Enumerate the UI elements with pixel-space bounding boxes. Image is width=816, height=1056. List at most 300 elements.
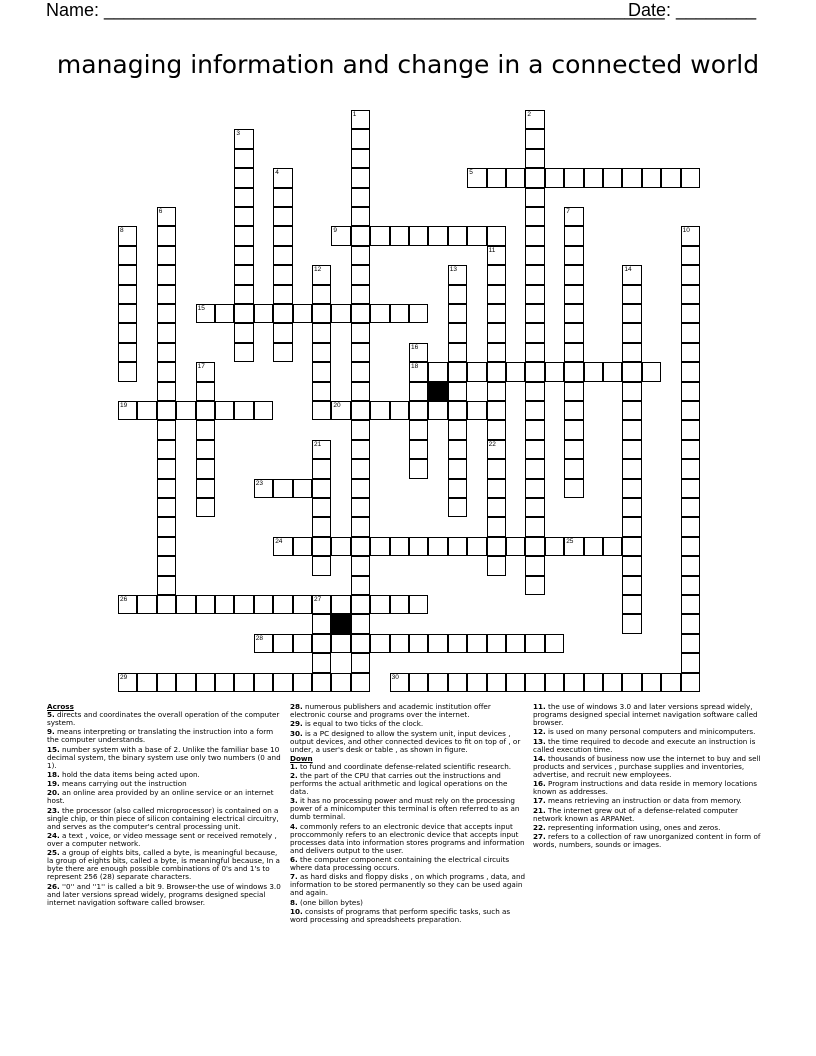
grid-cell[interactable]: [234, 323, 253, 342]
grid-cell[interactable]: [273, 285, 292, 304]
grid-cell[interactable]: [681, 537, 700, 556]
grid-cell[interactable]: [564, 420, 583, 439]
grid-cell[interactable]: [545, 168, 564, 187]
grid-cell[interactable]: [564, 207, 583, 226]
grid-cell[interactable]: [157, 537, 176, 556]
grid-cell[interactable]: [487, 246, 506, 265]
grid-cell[interactable]: [428, 401, 447, 420]
grid-cell[interactable]: [351, 634, 370, 653]
grid-cell[interactable]: [487, 401, 506, 420]
grid-cell[interactable]: [525, 226, 544, 245]
grid-cell[interactable]: [312, 382, 331, 401]
grid-cell[interactable]: [584, 537, 603, 556]
grid-cell[interactable]: [603, 537, 622, 556]
grid-cell[interactable]: [448, 479, 467, 498]
grid-cell[interactable]: [118, 323, 137, 342]
grid-cell[interactable]: [196, 459, 215, 478]
grid-cell[interactable]: [234, 246, 253, 265]
grid-cell[interactable]: [622, 265, 641, 284]
grid-cell[interactable]: [118, 343, 137, 362]
grid-cell[interactable]: [312, 265, 331, 284]
grid-cell[interactable]: [196, 673, 215, 692]
grid-cell[interactable]: [351, 653, 370, 672]
grid-cell[interactable]: [351, 304, 370, 323]
grid-cell[interactable]: [351, 168, 370, 187]
grid-cell[interactable]: [351, 401, 370, 420]
grid-cell[interactable]: [157, 246, 176, 265]
grid-cell[interactable]: [564, 226, 583, 245]
grid-cell[interactable]: [681, 479, 700, 498]
grid-cell[interactable]: [525, 556, 544, 575]
grid-cell[interactable]: [176, 595, 195, 614]
grid-cell[interactable]: [487, 343, 506, 362]
grid-cell[interactable]: [487, 440, 506, 459]
grid-cell[interactable]: [564, 459, 583, 478]
grid-cell[interactable]: [681, 168, 700, 187]
grid-cell[interactable]: [118, 226, 137, 245]
grid-cell[interactable]: [448, 382, 467, 401]
grid-cell[interactable]: [448, 673, 467, 692]
grid-cell[interactable]: [487, 362, 506, 381]
grid-cell[interactable]: [370, 401, 389, 420]
grid-cell[interactable]: [351, 149, 370, 168]
grid-cell[interactable]: [390, 304, 409, 323]
grid-cell[interactable]: [525, 440, 544, 459]
grid-cell[interactable]: [467, 401, 486, 420]
grid-cell[interactable]: [234, 595, 253, 614]
grid-cell[interactable]: [351, 246, 370, 265]
grid-cell[interactable]: [118, 285, 137, 304]
grid-cell[interactable]: [273, 634, 292, 653]
grid-cell[interactable]: [312, 323, 331, 342]
grid-cell[interactable]: [157, 265, 176, 284]
grid-cell[interactable]: [622, 498, 641, 517]
grid-cell[interactable]: [681, 226, 700, 245]
grid-cell[interactable]: [273, 479, 292, 498]
grid-cell[interactable]: [157, 226, 176, 245]
grid-cell[interactable]: [409, 634, 428, 653]
grid-cell[interactable]: [351, 420, 370, 439]
grid-cell[interactable]: [681, 440, 700, 459]
grid-cell[interactable]: [681, 576, 700, 595]
grid-cell[interactable]: [525, 129, 544, 148]
grid-cell[interactable]: [525, 265, 544, 284]
grid-cell[interactable]: [622, 537, 641, 556]
grid-cell[interactable]: [196, 440, 215, 459]
grid-cell[interactable]: [525, 479, 544, 498]
grid-cell[interactable]: [157, 285, 176, 304]
grid-cell[interactable]: [312, 304, 331, 323]
grid-cell[interactable]: [273, 595, 292, 614]
grid-cell[interactable]: [564, 479, 583, 498]
grid-cell[interactable]: [157, 323, 176, 342]
grid-cell[interactable]: [681, 246, 700, 265]
grid-cell[interactable]: [487, 168, 506, 187]
grid-cell[interactable]: [273, 188, 292, 207]
grid-cell[interactable]: [506, 537, 525, 556]
grid-cell[interactable]: [331, 537, 350, 556]
grid-cell[interactable]: [390, 401, 409, 420]
grid-cell[interactable]: [273, 207, 292, 226]
grid-cell[interactable]: [196, 498, 215, 517]
grid-cell[interactable]: [293, 595, 312, 614]
grid-cell[interactable]: [622, 440, 641, 459]
grid-cell[interactable]: [448, 498, 467, 517]
grid-cell[interactable]: [312, 401, 331, 420]
grid-cell[interactable]: [331, 634, 350, 653]
grid-cell[interactable]: [525, 401, 544, 420]
grid-cell[interactable]: [312, 459, 331, 478]
grid-cell[interactable]: [293, 634, 312, 653]
grid-cell[interactable]: [118, 265, 137, 284]
grid-cell[interactable]: [157, 420, 176, 439]
grid-cell[interactable]: [118, 673, 137, 692]
grid-cell[interactable]: [234, 304, 253, 323]
grid-cell[interactable]: [448, 265, 467, 284]
grid-cell[interactable]: [157, 673, 176, 692]
grid-cell[interactable]: [487, 265, 506, 284]
grid-cell[interactable]: [409, 673, 428, 692]
grid-cell[interactable]: [351, 129, 370, 148]
grid-cell[interactable]: [351, 382, 370, 401]
grid-cell[interactable]: [312, 362, 331, 381]
grid-cell[interactable]: [196, 382, 215, 401]
grid-cell[interactable]: [390, 634, 409, 653]
grid-cell[interactable]: [196, 479, 215, 498]
grid-cell[interactable]: [487, 323, 506, 342]
grid-cell[interactable]: [525, 304, 544, 323]
grid-cell[interactable]: [525, 246, 544, 265]
grid-cell[interactable]: [273, 537, 292, 556]
grid-cell[interactable]: [312, 440, 331, 459]
grid-cell[interactable]: [351, 207, 370, 226]
grid-cell[interactable]: [157, 576, 176, 595]
grid-cell[interactable]: [622, 614, 641, 633]
grid-cell[interactable]: [312, 285, 331, 304]
grid-cell[interactable]: [137, 673, 156, 692]
grid-cell[interactable]: [351, 498, 370, 517]
grid-cell[interactable]: [390, 595, 409, 614]
grid-cell[interactable]: [312, 537, 331, 556]
grid-cell[interactable]: [622, 517, 641, 536]
grid-cell[interactable]: [622, 304, 641, 323]
grid-cell[interactable]: [351, 479, 370, 498]
grid-cell[interactable]: [622, 401, 641, 420]
grid-cell[interactable]: [428, 537, 447, 556]
grid-cell[interactable]: [196, 401, 215, 420]
grid-cell[interactable]: [351, 614, 370, 633]
grid-cell[interactable]: [681, 362, 700, 381]
grid-cell[interactable]: [642, 168, 661, 187]
grid-cell[interactable]: [254, 304, 273, 323]
grid-cell[interactable]: [448, 343, 467, 362]
grid-cell[interactable]: [351, 673, 370, 692]
grid-cell[interactable]: [234, 673, 253, 692]
grid-cell[interactable]: [622, 556, 641, 575]
grid-cell[interactable]: [234, 285, 253, 304]
grid-cell[interactable]: [448, 634, 467, 653]
grid-cell[interactable]: [293, 537, 312, 556]
grid-cell[interactable]: [564, 537, 583, 556]
grid-cell[interactable]: [157, 343, 176, 362]
grid-cell[interactable]: [564, 323, 583, 342]
grid-cell[interactable]: [370, 634, 389, 653]
grid-cell[interactable]: [137, 401, 156, 420]
grid-cell[interactable]: [312, 517, 331, 536]
grid-cell[interactable]: [331, 304, 350, 323]
grid-cell[interactable]: [525, 517, 544, 536]
grid-cell[interactable]: [390, 673, 409, 692]
grid-cell[interactable]: [351, 188, 370, 207]
grid-cell[interactable]: [118, 246, 137, 265]
grid-cell[interactable]: [564, 265, 583, 284]
grid-cell[interactable]: [254, 634, 273, 653]
grid-cell[interactable]: [681, 498, 700, 517]
grid-cell[interactable]: [448, 285, 467, 304]
grid-cell[interactable]: [234, 401, 253, 420]
grid-cell[interactable]: [273, 673, 292, 692]
grid-cell[interactable]: [525, 382, 544, 401]
grid-cell[interactable]: [312, 479, 331, 498]
grid-cell[interactable]: [409, 537, 428, 556]
grid-cell[interactable]: [622, 285, 641, 304]
grid-cell[interactable]: [467, 168, 486, 187]
grid-cell[interactable]: [118, 401, 137, 420]
grid-cell[interactable]: [448, 304, 467, 323]
grid-cell[interactable]: [234, 265, 253, 284]
grid-cell[interactable]: [448, 440, 467, 459]
grid-cell[interactable]: [351, 323, 370, 342]
grid-cell[interactable]: [157, 556, 176, 575]
grid-cell[interactable]: [428, 634, 447, 653]
grid-cell[interactable]: [370, 537, 389, 556]
grid-cell[interactable]: [564, 168, 583, 187]
grid-cell[interactable]: [176, 401, 195, 420]
grid-cell[interactable]: [118, 595, 137, 614]
grid-cell[interactable]: [448, 362, 467, 381]
grid-cell[interactable]: [409, 459, 428, 478]
grid-cell[interactable]: [273, 226, 292, 245]
grid-cell[interactable]: [351, 226, 370, 245]
grid-cell[interactable]: [622, 420, 641, 439]
grid-cell[interactable]: [312, 595, 331, 614]
grid-cell[interactable]: [351, 595, 370, 614]
grid-cell[interactable]: [525, 343, 544, 362]
grid-cell[interactable]: [545, 362, 564, 381]
grid-cell[interactable]: [312, 673, 331, 692]
grid-cell[interactable]: [506, 673, 525, 692]
grid-cell[interactable]: [273, 304, 292, 323]
grid-cell[interactable]: [273, 168, 292, 187]
grid-cell[interactable]: [681, 556, 700, 575]
grid-cell[interactable]: [215, 401, 234, 420]
grid-cell[interactable]: [681, 401, 700, 420]
grid-cell[interactable]: [157, 304, 176, 323]
grid-cell[interactable]: [157, 595, 176, 614]
grid-cell[interactable]: [622, 168, 641, 187]
grid-cell[interactable]: [234, 168, 253, 187]
grid-cell[interactable]: [370, 226, 389, 245]
grid-cell[interactable]: [137, 595, 156, 614]
grid-cell[interactable]: [196, 420, 215, 439]
grid-cell[interactable]: [681, 265, 700, 284]
grid-cell[interactable]: [215, 673, 234, 692]
grid-cell[interactable]: [351, 343, 370, 362]
grid-cell[interactable]: [525, 285, 544, 304]
grid-cell[interactable]: [681, 382, 700, 401]
grid-cell[interactable]: [487, 673, 506, 692]
grid-cell[interactable]: [196, 595, 215, 614]
grid-cell[interactable]: [234, 129, 253, 148]
grid-cell[interactable]: [273, 343, 292, 362]
grid-cell[interactable]: [293, 673, 312, 692]
grid-cell[interactable]: [331, 226, 350, 245]
grid-cell[interactable]: [331, 673, 350, 692]
grid-cell[interactable]: [312, 498, 331, 517]
grid-cell[interactable]: [390, 226, 409, 245]
grid-cell[interactable]: [448, 420, 467, 439]
grid-cell[interactable]: [351, 459, 370, 478]
grid-cell[interactable]: [525, 420, 544, 439]
grid-cell[interactable]: [118, 304, 137, 323]
grid-cell[interactable]: [681, 304, 700, 323]
grid-cell[interactable]: [681, 653, 700, 672]
grid-cell[interactable]: [351, 110, 370, 129]
grid-cell[interactable]: [273, 246, 292, 265]
grid-cell[interactable]: [467, 226, 486, 245]
grid-cell[interactable]: [331, 595, 350, 614]
grid-cell[interactable]: [157, 440, 176, 459]
grid-cell[interactable]: [390, 537, 409, 556]
grid-cell[interactable]: [564, 343, 583, 362]
grid-cell[interactable]: [118, 362, 137, 381]
grid-cell[interactable]: [681, 323, 700, 342]
grid-cell[interactable]: [254, 595, 273, 614]
grid-cell[interactable]: [157, 459, 176, 478]
grid-cell[interactable]: [351, 517, 370, 536]
grid-cell[interactable]: [351, 556, 370, 575]
grid-cell[interactable]: [661, 168, 680, 187]
grid-cell[interactable]: [370, 304, 389, 323]
grid-cell[interactable]: [312, 653, 331, 672]
grid-cell[interactable]: [487, 285, 506, 304]
grid-cell[interactable]: [525, 188, 544, 207]
grid-cell[interactable]: [661, 673, 680, 692]
grid-cell[interactable]: [312, 343, 331, 362]
grid-cell[interactable]: [564, 440, 583, 459]
grid-cell[interactable]: [564, 362, 583, 381]
grid-cell[interactable]: [234, 226, 253, 245]
grid-cell[interactable]: [254, 401, 273, 420]
grid-cell[interactable]: [448, 537, 467, 556]
grid-cell[interactable]: [409, 304, 428, 323]
grid-cell[interactable]: [681, 614, 700, 633]
grid-cell[interactable]: [487, 498, 506, 517]
grid-cell[interactable]: [215, 595, 234, 614]
grid-cell[interactable]: [525, 207, 544, 226]
grid-cell[interactable]: [428, 673, 447, 692]
grid-cell[interactable]: [622, 595, 641, 614]
grid-cell[interactable]: [157, 498, 176, 517]
grid-cell[interactable]: [506, 168, 525, 187]
grid-cell[interactable]: [467, 634, 486, 653]
grid-cell[interactable]: [448, 323, 467, 342]
grid-cell[interactable]: [448, 401, 467, 420]
grid-cell[interactable]: [312, 614, 331, 633]
grid-cell[interactable]: [234, 343, 253, 362]
grid-cell[interactable]: [681, 673, 700, 692]
grid-cell[interactable]: [642, 673, 661, 692]
grid-cell[interactable]: [681, 517, 700, 536]
grid-cell[interactable]: [525, 362, 544, 381]
grid-cell[interactable]: [506, 634, 525, 653]
grid-cell[interactable]: [428, 226, 447, 245]
grid-cell[interactable]: [525, 110, 544, 129]
grid-cell[interactable]: [642, 362, 661, 381]
grid-cell[interactable]: [370, 595, 389, 614]
grid-cell[interactable]: [157, 517, 176, 536]
grid-cell[interactable]: [584, 168, 603, 187]
grid-cell[interactable]: [564, 285, 583, 304]
grid-cell[interactable]: [234, 207, 253, 226]
grid-cell[interactable]: [487, 459, 506, 478]
grid-cell[interactable]: [467, 537, 486, 556]
grid-cell[interactable]: [622, 673, 641, 692]
grid-cell[interactable]: [545, 537, 564, 556]
grid-cell[interactable]: [409, 362, 428, 381]
grid-cell[interactable]: [487, 420, 506, 439]
grid-cell[interactable]: [564, 673, 583, 692]
grid-cell[interactable]: [525, 149, 544, 168]
grid-cell[interactable]: [545, 634, 564, 653]
grid-cell[interactable]: [351, 537, 370, 556]
grid-cell[interactable]: [564, 401, 583, 420]
grid-cell[interactable]: [487, 556, 506, 575]
grid-cell[interactable]: [681, 595, 700, 614]
grid-cell[interactable]: [603, 673, 622, 692]
grid-cell[interactable]: [564, 382, 583, 401]
grid-cell[interactable]: [293, 304, 312, 323]
grid-cell[interactable]: [428, 362, 447, 381]
grid-cell[interactable]: [448, 226, 467, 245]
grid-cell[interactable]: [681, 459, 700, 478]
grid-cell[interactable]: [622, 459, 641, 478]
grid-cell[interactable]: [467, 362, 486, 381]
grid-cell[interactable]: [312, 634, 331, 653]
grid-cell[interactable]: [487, 517, 506, 536]
grid-cell[interactable]: [564, 304, 583, 323]
grid-cell[interactable]: [254, 479, 273, 498]
grid-cell[interactable]: [487, 537, 506, 556]
grid-cell[interactable]: [545, 673, 564, 692]
grid-cell[interactable]: [157, 207, 176, 226]
grid-cell[interactable]: [622, 382, 641, 401]
grid-cell[interactable]: [584, 362, 603, 381]
grid-cell[interactable]: [409, 382, 428, 401]
grid-cell[interactable]: [487, 634, 506, 653]
grid-cell[interactable]: [351, 440, 370, 459]
grid-cell[interactable]: [351, 576, 370, 595]
grid-cell[interactable]: [506, 362, 525, 381]
grid-cell[interactable]: [351, 265, 370, 284]
grid-cell[interactable]: [487, 382, 506, 401]
grid-cell[interactable]: [487, 226, 506, 245]
grid-cell[interactable]: [681, 420, 700, 439]
grid-cell[interactable]: [176, 673, 195, 692]
grid-cell[interactable]: [525, 168, 544, 187]
grid-cell[interactable]: [351, 285, 370, 304]
grid-cell[interactable]: [157, 401, 176, 420]
